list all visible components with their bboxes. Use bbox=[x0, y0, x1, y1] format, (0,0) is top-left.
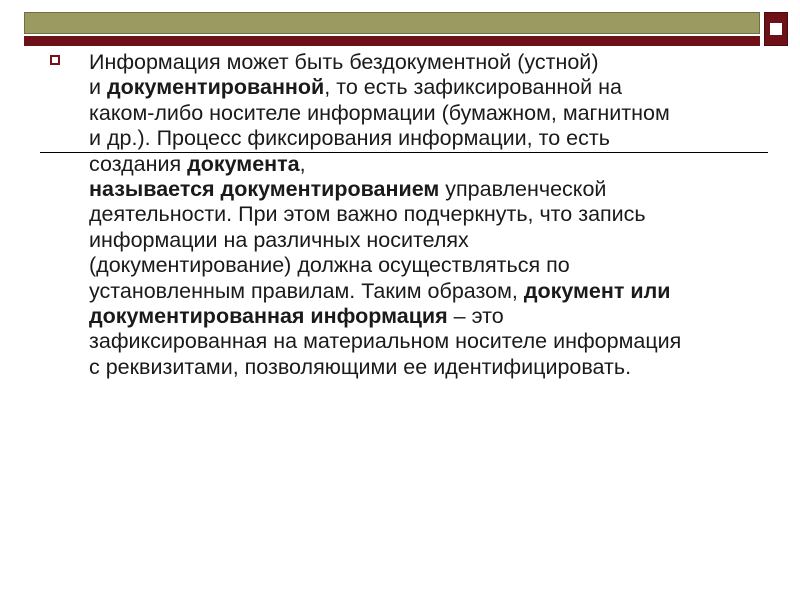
text-line: с реквизитами, позволяющими ее идентифицировать. bbox=[89, 354, 632, 379]
text-line: , то есть зафиксированной на bbox=[324, 75, 622, 100]
text-line: каком-либо носителе информации (бумажном, магнитном bbox=[89, 100, 670, 125]
text-line: (документирование) должна осуществляться по bbox=[89, 253, 570, 278]
text-line: зафиксированная на материальном носителе информация bbox=[89, 329, 682, 354]
term-is-called: называется документированием bbox=[89, 177, 440, 202]
text-line: установленным правилам. Таким образом, bbox=[89, 278, 524, 303]
header-maroon-bar bbox=[24, 36, 760, 46]
term-document: документа bbox=[187, 151, 300, 176]
square-bullet-icon bbox=[50, 55, 60, 65]
text-line: деятельности. При этом важно подчеркнуть, что запись bbox=[89, 202, 646, 227]
text-line: создания bbox=[89, 151, 188, 176]
text-line: – это bbox=[447, 304, 504, 329]
text-line: Информация может быть бездокументной (устной) bbox=[89, 50, 599, 74]
text-line: управленческой bbox=[439, 177, 607, 202]
text-line: и bbox=[89, 75, 107, 100]
text-line: , bbox=[299, 151, 306, 176]
term-documented-info: документированная информация bbox=[89, 304, 448, 329]
corner-decoration bbox=[764, 12, 788, 46]
text-line: информации на различных носителях bbox=[89, 227, 469, 252]
header-olive-bar bbox=[24, 12, 760, 34]
term-documented: документированной bbox=[106, 75, 325, 100]
text-line: и др.). Процесс фиксирования информации, то есть bbox=[89, 126, 610, 151]
slide-body-text bbox=[89, 50, 769, 380]
term-document-or: документ или bbox=[523, 278, 671, 303]
